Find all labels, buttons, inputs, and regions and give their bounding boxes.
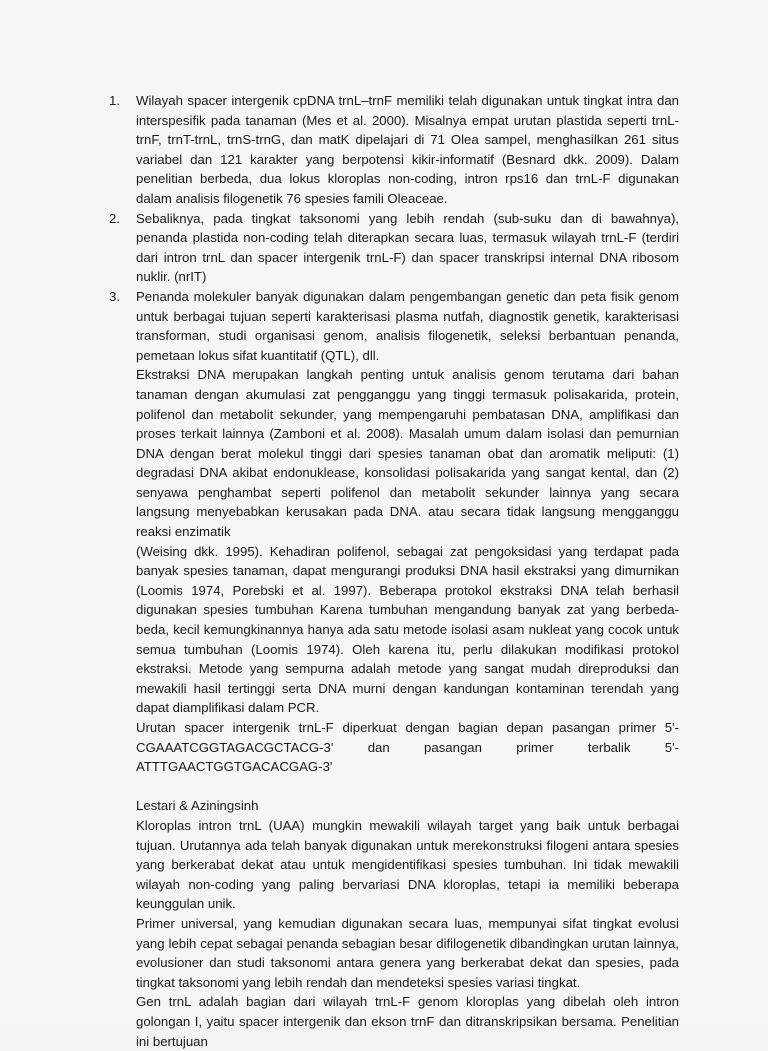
paragraph-trnl-intron: Kloroplas intron trnL (UAA) mungkin mewakili wilayah target yang baik untuk berbagai tujuan. Urutannya ada telah banyak digunakan untuk merekonstruksi filogeni antara spesies yang berkerabat dekat atau untuk mengidentifikasi spesies tumbuhan. Ini tidak mewakili wilayah non-coding yang paling bervariasi DNA kloroplas, tetapi ia memiliki beberapa keunggulan unik. — [136, 817, 679, 912]
blank-line — [136, 777, 679, 797]
list-item-text: Wilayah spacer intergenik cpDNA trnL–trnF memiliki telah digunakan untuk tingkat intra dan interspesifik pada tanaman (Mes et al. 2000). Misalnya empat urutan plastida seperti trnL-trnF, trnT-trnL, trnS-trnG, dan matK dipelajari di 71 Olea sampel, menghasilkan 261 situs variabel dan 121 karakter yang berpotensi kikir-informatif (Besnard dkk. 2009). Dalam penelitian berbeda, dua lokus kloroplas non-coding, intron rps16 dan trnL-F digunakan dalam analisis filogenetik 76 spesies famili Oleaceae. — [136, 93, 679, 206]
list-item — [109, 287, 679, 365]
list-item — [109, 209, 679, 287]
paragraph-primer-sequence: Urutan spacer intergenik trnL-F diperkuat dengan bagian depan pasangan primer 5'-CGAAATCGGTAGACGCTACG-3' dan pasangan primer terbalik 5'-ATTTGAACTGGTGACACGAG-3' — [136, 720, 679, 775]
list-item-text: Penanda molekuler banyak digunakan dalam pengembangan genetic dan peta fisik genom untuk berbagai tujuan seperti karakterisasi plasma nutfah, diagnostik genetik, karakterisasi transforman, studi organisasi genom, analisis filogenetik, seleksi berbantuan penanda, pemetaan lokus sifat kuantitatif (QTL), dll. — [136, 288, 679, 363]
numbered-list — [109, 91, 679, 365]
author-line: Lestari & Aziningsinh — [136, 798, 259, 814]
list-number: 2. — [109, 210, 120, 226]
list-item-text: Sebaliknya, pada tingkat taksonomi yang lebih rendah (sub-suku dan di bawahnya), penanda plastida non-coding telah diterapkan secara luas, termasuk wilayah trnL-F (terdiri dari intron trnL dan spacer intergenik trnL-F) dan spacer transkripsi internal DNA ribosom nuklir. (nrIT) — [136, 210, 679, 285]
paragraph-trnl-gene: Gen trnL adalah bagian dari wilayah trnL-F genom kloroplas yang dibelah oleh intron golongan I, yaitu spacer intergenik dan ekson trnF dan ditranskripsikan bersama. Penelitian ini bertujuan — [136, 994, 679, 1049]
list-number: 3. — [109, 288, 120, 304]
document-body — [109, 91, 679, 1051]
paragraph-polyphenol: (Weising dkk. 1995). Kehadiran polifenol, sebagai zat pengoksidasi yang terdapat pada banyak spesies tanaman, dapat mengurangi produksi DNA hasil ekstraksi yang dimurnikan (Loomis 1974, Porebski et al. 1997). Beberapa protokol ekstraksi DNA telah berhasil digunakan spesies tumbuhan Karena tumbuhan mengandung banyak zat yang berbeda-beda, kecil kemungkinannya hanya ada satu metode isolasi asam nukleat yang cocok untuk semua tumbuhan (Loomis 1974). Oleh karena itu, perlu dilakukan modifikasi protokol ekstraksi. Metode yang sempurna adalah metode yang sangat mudah direproduksi dan mewakili hasil tertinggi serta DNA murni dengan kandungan kontaminan terendah yang dapat diamplifikasi dalam PCR. — [136, 543, 679, 716]
list-number: 1. — [109, 93, 120, 108]
paragraph-dna-extraction: Ekstraksi DNA merupakan langkah penting untuk analisis genom terutama dari bahan tanaman dengan akumulasi zat pengganggu yang tinggi termasuk polisakarida, protein, polifenol dan metabolit sekunder, yang mempengaruhi pembatasan DNA, amplifikasi dan proses terkait lainnya (Zamboni et al. 2008). Masalah umum dalam isolasi dan pemurnian DNA dengan berat molekul tinggi dari spesies tanaman obat dan aromatik meliputi: (1) degradasi DNA akibat endonuklease, konsolidasi polisakarida yang sangat kental, dan (2) senyawa penghambat seperti polifenol dan metabolit sekunder lainnya yang secara langsung menyebabkan kerusakan pada DNA. atau secara tidak langsung mengganggu reaksi enzimatik — [136, 367, 679, 540]
list-item — [109, 91, 679, 209]
paragraph-universal-primer: Primer universal, yang kemudian digunakan secara luas, mempunyai sifat tingkat evolusi yang lebih cepat sebagai penanda sebagian besar difilogenetik dibandingkan urutan lainnya, evolusioner dan studi taksonomi antara genera yang berkerabat dekat dan spesies, pada tingkat taksonomi yang lebih rendah dan mendeteksi spesies variasi tingkat. — [136, 915, 679, 990]
